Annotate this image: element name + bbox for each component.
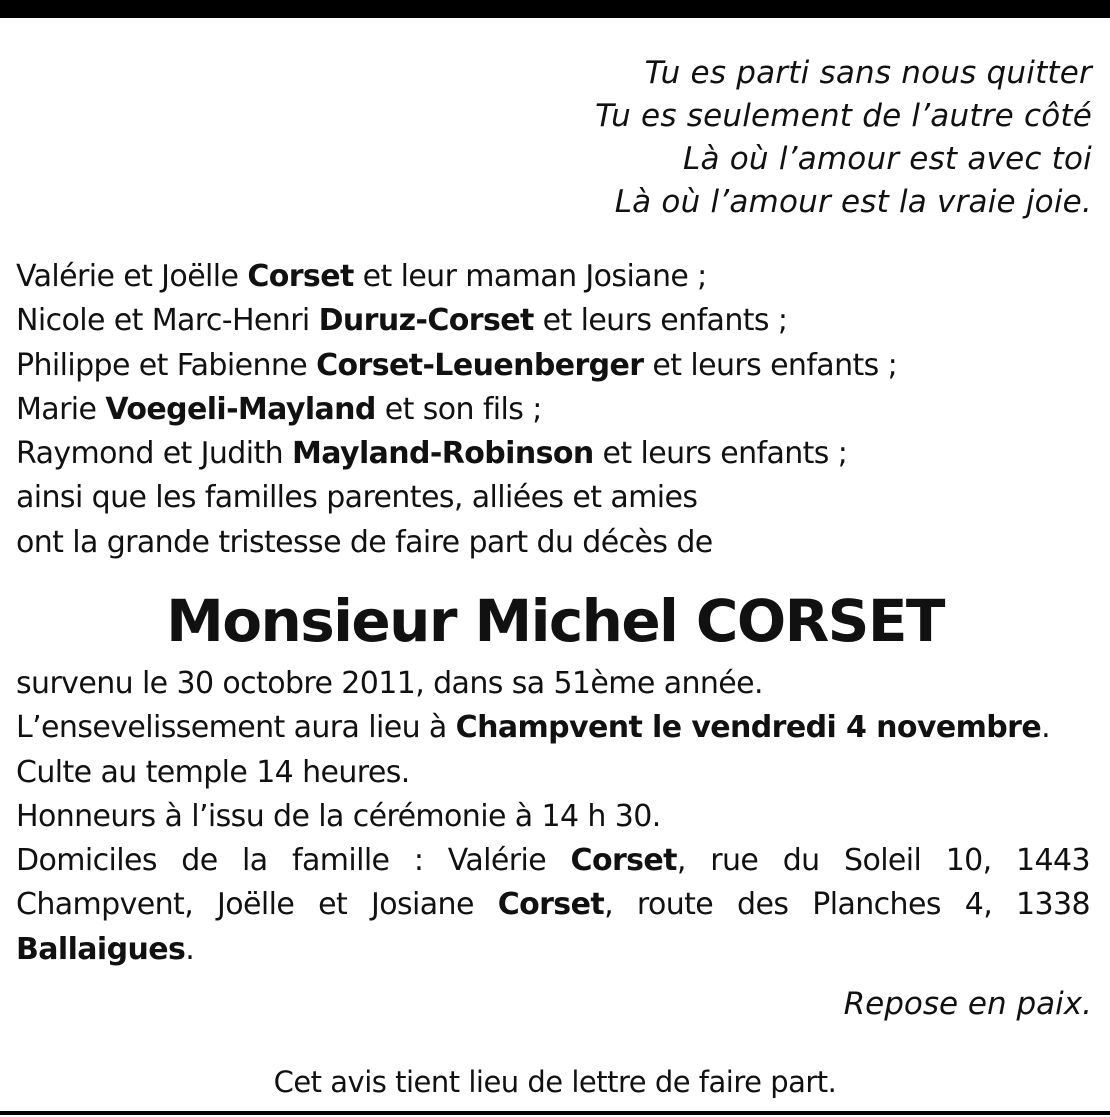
honours-line: Honneurs à l’issu de la cérémonie à 14 h 30.	[16, 798, 661, 834]
notice-footer: Cet avis tient lieu de lettre de faire part.	[273, 1065, 837, 1099]
death-date-line: survenu le 30 octobre 2011, dans sa 51ème année.	[16, 666, 763, 701]
domicile-surname: Corset	[570, 843, 677, 879]
family-surname: Duruz-Corset	[318, 303, 534, 339]
family-line: ainsi que les familles parentes, alliées et amies	[16, 480, 698, 516]
family-line: Philippe et Fabienne Corset-Leuenberger et leurs enfants ;	[16, 347, 898, 383]
family-surname: Mayland-Robinson	[292, 436, 594, 472]
family-announcement	[16, 255, 897, 565]
family-line: Raymond et Judith Mayland-Robinson et leurs enfants ;	[16, 436, 848, 472]
family-line: Marie Voegeli-Mayland et son fils ;	[16, 391, 542, 427]
poem-line: Tu es parti sans nous quitter	[644, 55, 1092, 91]
domicile-town-line: Ballaigues.	[16, 931, 195, 967]
service-line: Culte au temple 14 heures.	[16, 754, 410, 790]
poem-line: Là où l’amour est la vraie joie.	[614, 184, 1092, 220]
family-surname: Corset-Leuenberger	[316, 347, 644, 383]
burial-line: L’ensevelissement aura lieu à Champvent le vendredi 4 novembre.	[16, 710, 1051, 746]
funeral-details	[16, 662, 1090, 972]
domicile-town: Ballaigues	[16, 931, 186, 967]
family-surname: Voegeli-Mayland	[105, 391, 376, 427]
family-line: Valérie et Joëlle Corset et leur maman Josiane ;	[16, 259, 707, 294]
family-line: Nicole et Marc-Henri Duruz-Corset et leurs enfants ;	[16, 303, 788, 339]
deceased-name: Monsieur Michel CORSET	[166, 587, 944, 655]
closing-phrase: Repose en paix.	[843, 986, 1092, 1022]
bottom-border-rule	[0, 1111, 1110, 1115]
burial-place-date: Champvent le vendredi 4 novembre	[455, 710, 1042, 746]
domicile-surname: Corset	[497, 887, 605, 923]
domicile-paragraph: Domiciles de la famille : Valérie Corset, rue du Soleil 10, 1443 Champvent, Joëlle et Josiane Corset, route des Planches 4, 1338	[16, 843, 1090, 923]
poem-line: Là où l’amour est avec toi	[683, 141, 1092, 177]
poem-line: Tu es seulement de l’autre côté	[595, 98, 1092, 134]
poem-verse	[595, 52, 1092, 224]
family-surname: Corset	[247, 259, 354, 294]
top-border-rule	[0, 0, 1110, 18]
family-line: ont la grande tristesse de faire part du décès de	[16, 524, 713, 560]
